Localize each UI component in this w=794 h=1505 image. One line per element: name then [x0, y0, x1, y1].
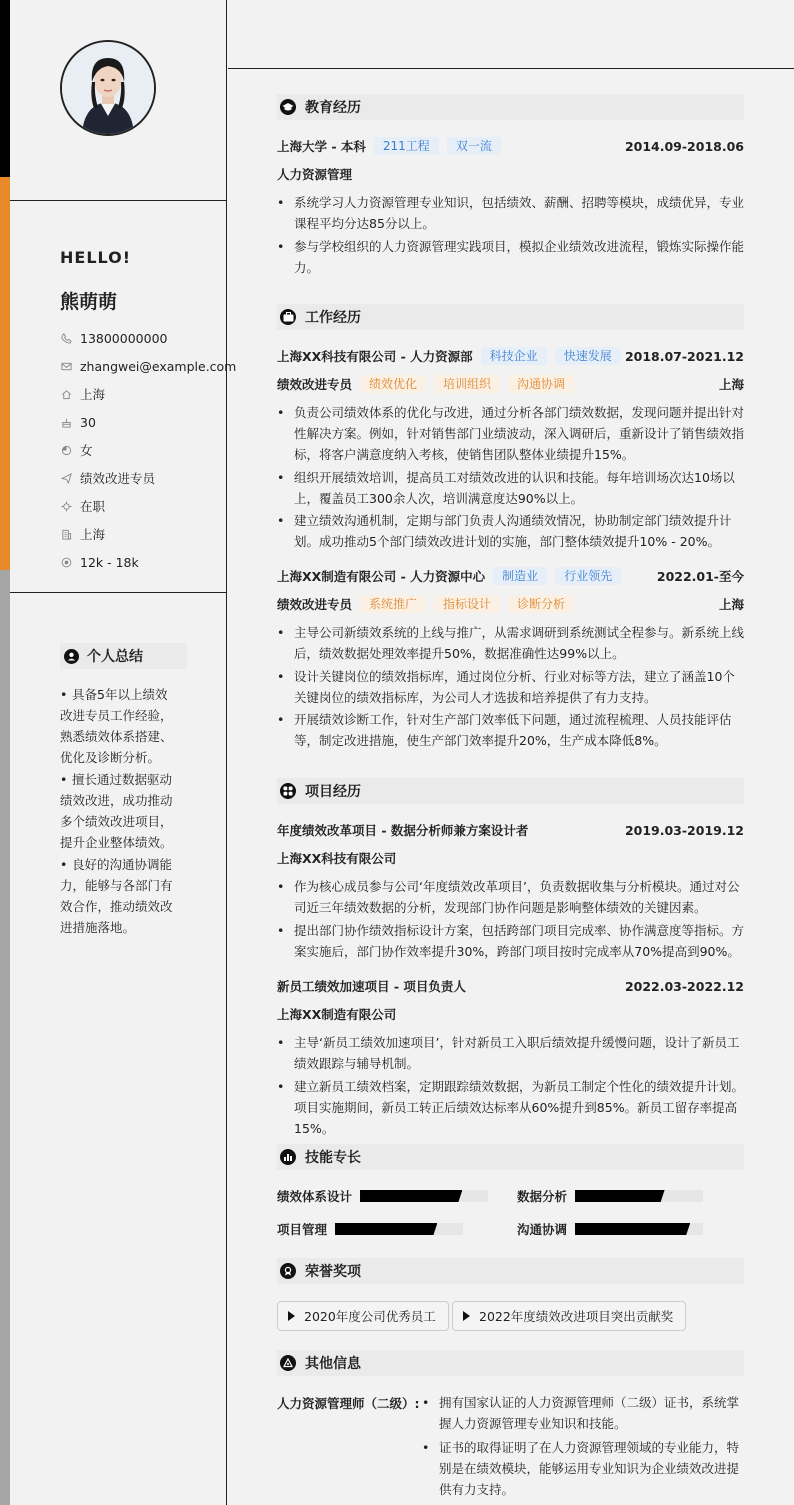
skill-item [517, 1220, 703, 1238]
gender-icon [60, 444, 73, 457]
info-position [60, 464, 236, 492]
company-tag: 行业领先 [555, 567, 621, 585]
skill-item [277, 1220, 463, 1238]
bullet-item: • 建立绩效沟通机制，定期与部门负责人沟通绩效情况，协助制定部门绩效提升计划。成功推动5个部门绩效改进计划的实施，部门整体绩效提升10% - 20%。 [277, 510, 744, 552]
top-rule [228, 68, 794, 69]
role-tag: 诊断分析 [508, 595, 574, 613]
info-location [60, 380, 236, 408]
major: 人力资源管理 [277, 167, 353, 182]
skill-name: 绩效体系设计 [277, 1189, 353, 1204]
bullet-item: • 参与学校组织的人力资源管理实践项目，模拟企业绩效改进流程，锻炼实际操作能力。 [277, 236, 744, 278]
section-title: 项目经历 [305, 784, 361, 800]
summary-line: 效合作，推动绩效改 [60, 899, 173, 914]
role-tag: 绩效优化 [360, 375, 426, 393]
role-tag: 沟通协调 [508, 375, 574, 393]
section-title: 技能专长 [305, 1150, 361, 1166]
skill-bar [335, 1223, 463, 1235]
info-phone [60, 324, 236, 352]
play-icon [288, 1311, 295, 1321]
info-text: 女 [80, 443, 93, 458]
education-heading [277, 94, 744, 120]
info-text: zhangwei@example.com [80, 358, 237, 374]
bullet-item: • 负责公司绩效体系的优化与改进，通过分析各部门绩效数据，发现问题并提出针对性解决方案。例如，针对销售部门业绩波动，深入调研后，重新设计了销售绩效指标，将客户满意度纳入考核，使销售团队整体业绩提升15%。 [277, 402, 744, 465]
bullet-item: • 组织开展绩效培训，提高员工对绩效改进的认识和技能。每年培训场次达10场以上，覆盖员工300余人次，培训满意度达90%以上。 [277, 467, 744, 509]
cake-icon [60, 416, 73, 429]
project-company-row [277, 849, 744, 867]
play-icon [463, 1311, 470, 1321]
bullet-item: • 主导‘新员工绩效加速项目’，针对新员工入职后绩效提升缓慢问题，设计了新员工绩效跟踪与辅导机制。 [277, 1032, 744, 1074]
mail-icon [60, 360, 73, 373]
project-company: 上海XX科技有限公司 [277, 851, 397, 866]
skills-heading [277, 1144, 744, 1170]
info-icon [280, 1355, 296, 1371]
honors-heading [277, 1258, 744, 1284]
education-header [277, 137, 744, 155]
job-city: 上海 [718, 597, 744, 612]
status-icon [60, 500, 73, 513]
info-age [60, 408, 236, 436]
info-gender [60, 436, 236, 464]
job-city: 上海 [718, 377, 744, 392]
phone-icon [60, 332, 73, 345]
job-bullets [277, 402, 744, 554]
info-text: 在职 [80, 499, 106, 514]
summary-line: 擅长通过数据驱动 [72, 772, 173, 787]
briefcase-icon [280, 309, 296, 325]
job-header [277, 347, 744, 365]
section-title: 荣誉奖项 [305, 1264, 361, 1280]
project-bullets [277, 876, 744, 963]
summary-line: 力，能够与各部门有 [60, 878, 173, 893]
certificate-bullets [422, 1392, 744, 1503]
send-icon [60, 472, 73, 485]
info-salary [60, 548, 236, 576]
summary-line: 提升企业整体绩效。 [60, 835, 173, 850]
bullet-item: • 作为核心成员参与公司‘年度绩效改革项目’，负责数据收集与分析模块。通过对公司近三年绩效数据的分析，发现部门协作问题是影响整体绩效的关键因素。 [277, 876, 744, 918]
company-name: 上海XX制造有限公司 - 人力资源中心 [277, 569, 486, 584]
info-city [60, 520, 236, 548]
home-icon [60, 388, 73, 401]
honor-text: 2022年度绩效改进项目突出贡献奖 [479, 1309, 674, 1324]
info-status [60, 492, 236, 520]
info-text: 12k - 18k [80, 554, 139, 570]
project-name: 年度绩效改革项目 - 数据分析师兼方案设计者 [277, 823, 529, 838]
summary-line: 进措施落地。 [60, 920, 136, 935]
skill-bar-fill [335, 1223, 437, 1235]
company-tag: 制造业 [493, 567, 547, 585]
skill-name: 项目管理 [277, 1222, 328, 1237]
skill-item [517, 1187, 703, 1205]
award-icon [280, 1263, 296, 1279]
education-bullets [277, 192, 744, 279]
avatar [60, 40, 156, 136]
info-text: 绩效改进专员 [80, 471, 156, 486]
other-heading [277, 1350, 744, 1376]
summary-line: 良好的沟通协调能 [72, 857, 173, 872]
skill-item [277, 1187, 488, 1205]
job-date: 2022.01-至今 [656, 569, 744, 584]
summary-item [60, 769, 190, 853]
company-tag: 科技企业 [481, 347, 547, 365]
job-role: 绩效改进专员 [277, 597, 353, 612]
summary-line: 具备5年以上绩效 [72, 687, 168, 702]
projects-heading [277, 778, 744, 804]
role-tag: 指标设计 [434, 595, 500, 613]
info-text: 上海 [80, 527, 106, 542]
summary-line: 多个绩效改进项目， [60, 814, 173, 829]
divider [10, 592, 227, 593]
contact-info [60, 324, 236, 576]
skill-bar-fill [575, 1223, 690, 1235]
summary-item [60, 684, 190, 768]
company-name: 上海XX科技有限公司 - 人力资源部 [277, 349, 473, 364]
job-role-row [277, 375, 744, 393]
skill-bar-fill [360, 1190, 462, 1202]
section-title: 教育经历 [305, 100, 361, 116]
job-date: 2018.07-2021.12 [624, 348, 744, 364]
skill-name: 数据分析 [517, 1189, 568, 1204]
honor-text: 2020年度公司优秀员工 [304, 1309, 436, 1324]
honor-item [452, 1301, 686, 1331]
summary-line: 改进专员工作经验， [60, 708, 173, 723]
project-date: 2019.03-2019.12 [624, 822, 744, 838]
money-icon [60, 556, 73, 569]
bullet-item: • 开展绩效诊断工作，针对生产部门效率低下问题，通过流程梳理、人员技能评估等，制定改进措施，使生产部门效率提升20%，生产成本降低8%。 [277, 709, 744, 751]
school-name: 上海大学 - 本科 [277, 139, 366, 154]
certificate-label: 人力资源管理师（二级）: [277, 1396, 420, 1411]
building-icon [60, 528, 73, 541]
project-company: 上海XX制造有限公司 [277, 1007, 397, 1022]
bullet-item: • 系统学习人力资源管理专业知识，包括绩效、薪酬、招聘等模块，成绩优异，专业课程平均分达85分以上。 [277, 192, 744, 234]
honor-item [277, 1301, 449, 1331]
info-text: 上海 [80, 387, 106, 402]
bullet-item: • 设计关键岗位的绩效指标库，通过岗位分析、行业对标等方法，建立了涵盖10个关键岗位的绩效指标库，为公司人才选拔和培养提供了有力支持。 [277, 666, 744, 708]
user-icon [64, 649, 79, 664]
strip-orange [0, 177, 10, 570]
project-name: 新员工绩效加速项目 - 项目负责人 [277, 979, 466, 994]
project-bullets [277, 1032, 744, 1140]
strip-black [0, 0, 10, 177]
skill-bar [575, 1223, 703, 1235]
color-strip [0, 0, 10, 1505]
summary-line: 优化及诊断分析。 [60, 750, 161, 765]
bullet-item: • 建立新员工绩效档案，定期跟踪绩效数据，为新员工制定个性化的绩效提升计划。项目实施期间，新员工转正后绩效达标率从60%提升到85%。新员工留存率提高15%。 [277, 1076, 744, 1139]
divider [10, 200, 227, 201]
section-title: 工作经历 [305, 310, 361, 326]
education-date: 2014.09-2018.06 [624, 138, 744, 154]
summary-list [60, 684, 190, 939]
summary-line: 熟悉绩效体系搭建、 [60, 729, 173, 744]
skill-bar [360, 1190, 488, 1202]
skill-bar-fill [575, 1190, 665, 1202]
school-tag: 211工程 [374, 137, 439, 155]
summary-item [60, 854, 190, 938]
summary-heading [60, 643, 187, 669]
bullet-item: • 证书的取得证明了在人力资源管理领域的专业能力，特别是在绩效模块，能够运用专业知识为企业绩效改进提供有力支持。 [422, 1437, 744, 1500]
avatar-portrait [62, 42, 154, 134]
company-tag: 快速发展 [555, 347, 621, 365]
school-tag: 双一流 [447, 137, 501, 155]
bullet-item: • 提出部门协作绩效指标设计方案，包括跨部门项目完成率、协作满意度等指标。方案实施后，部门协作效率提升30%，跨部门项目按时完成率从70%提高到90%。 [277, 920, 744, 962]
bullet-item: • 拥有国家认证的人力资源管理师（二级）证书，系统掌握人力资源管理专业知识和技能。 [422, 1392, 744, 1434]
section-title: 其他信息 [305, 1356, 361, 1372]
bullet-item: • 主导公司新绩效系统的上线与推广，从需求调研到系统测试全程参与。新系统上线后，绩效数据处理效率提升50%，数据准确性达99%以上。 [277, 622, 744, 664]
work-heading [277, 304, 744, 330]
role-tag: 培训组织 [434, 375, 500, 393]
info-text: 13800000000 [80, 330, 168, 346]
bar-chart-icon [280, 1149, 296, 1165]
project-header [277, 821, 744, 839]
job-role-row [277, 595, 744, 613]
job-bullets [277, 622, 744, 753]
job-header [277, 567, 744, 585]
summary-line: 绩效改进，成功推动 [60, 793, 173, 808]
job-role: 绩效改进专员 [277, 377, 353, 392]
project-date: 2022.03-2022.12 [624, 978, 744, 994]
strip-gray [0, 570, 10, 1505]
project-company-row [277, 1005, 744, 1023]
role-tag: 系统推广 [360, 595, 426, 613]
summary-title: 个人总结 [87, 649, 143, 665]
info-email [60, 352, 236, 380]
project-header [277, 977, 744, 995]
education-major-row [277, 165, 744, 183]
grid-icon [280, 783, 296, 799]
candidate-name: 熊萌萌 [60, 291, 118, 313]
skill-bar [575, 1190, 703, 1202]
info-text: 30 [80, 414, 96, 430]
skill-name: 沟通协调 [517, 1222, 568, 1237]
hello-heading: HELLO! [60, 248, 132, 267]
graduation-cap-icon [280, 99, 296, 115]
sidebar [10, 0, 237, 1505]
